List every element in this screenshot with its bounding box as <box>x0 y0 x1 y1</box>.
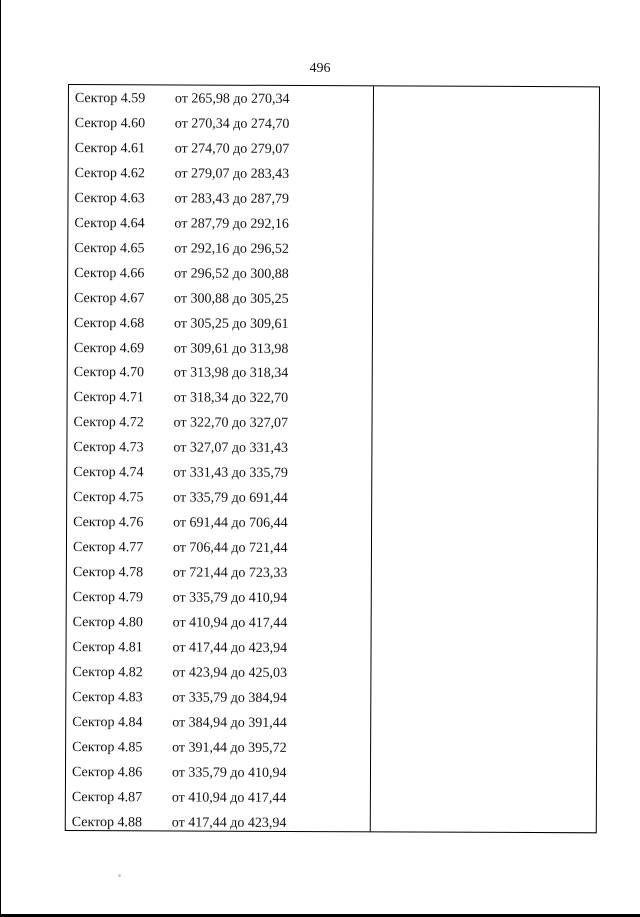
sector-label: Сектор 4.74 <box>73 465 144 481</box>
column-divider <box>370 86 374 831</box>
table-row <box>67 613 367 634</box>
sector-range: от 287,79 до 292,16 <box>174 216 289 232</box>
sector-label: Сектор 4.59 <box>74 91 146 107</box>
table-row <box>67 538 367 559</box>
sector-range: от 410,94 до 417,44 <box>171 790 287 806</box>
sector-label: Сектор 4.88 <box>71 814 143 830</box>
sector-range: от 417,44 до 423,94 <box>171 815 287 831</box>
sector-label: Сектор 4.63 <box>74 190 145 207</box>
sector-range: от 300,88 до 305,25 <box>174 291 289 307</box>
sector-table <box>65 84 600 833</box>
table-row <box>68 189 368 210</box>
table-row <box>66 813 366 834</box>
sector-range: от 335,79 до 384,94 <box>172 690 287 706</box>
sector-range: от 296,52 до 300,88 <box>174 266 289 282</box>
table-row <box>67 413 367 434</box>
table-row <box>67 488 367 509</box>
table-row <box>67 588 367 609</box>
sector-label: Сектор 4.73 <box>73 440 144 456</box>
table-row <box>69 164 369 185</box>
sector-range: от 721,44 до 723,33 <box>172 565 288 582</box>
sector-range: от 309,61 до 313,98 <box>173 340 289 357</box>
sector-range: от 417,44 до 423,94 <box>172 640 288 656</box>
sector-label: Сектор 4.87 <box>71 789 143 805</box>
page-number: 496 <box>309 61 331 76</box>
sector-range: от 335,79 до 410,94 <box>172 590 288 606</box>
sector-range: от 327,07 до 331,43 <box>173 440 289 457</box>
sector-label: Сектор 4.79 <box>72 590 144 606</box>
table-row <box>67 563 367 584</box>
table-row <box>68 264 368 285</box>
sector-label: Сектор 4.71 <box>73 390 144 406</box>
table-row <box>66 713 366 734</box>
table-row <box>66 738 366 759</box>
sector-label: Сектор 4.70 <box>73 365 145 381</box>
sector-label: Сектор 4.85 <box>72 739 143 756</box>
sector-range: от 335,79 до 691,44 <box>173 490 288 507</box>
table-row <box>66 663 366 684</box>
sector-label: Сектор 4.69 <box>73 340 145 356</box>
sector-range: от 270,34 до 274,70 <box>174 116 290 132</box>
sector-label: Сектор 4.80 <box>72 614 143 631</box>
sector-label: Сектор 4.83 <box>72 689 143 706</box>
sector-range: от 331,43 до 335,79 <box>173 465 288 482</box>
sector-range: от 691,44 до 706,44 <box>173 515 288 532</box>
table-row <box>69 89 369 110</box>
sector-range: от 322,70 до 327,07 <box>173 415 289 432</box>
sector-label: Сектор 4.72 <box>73 415 144 431</box>
table-row <box>66 688 366 709</box>
sector-label: Сектор 4.62 <box>74 165 145 182</box>
table-row <box>68 214 368 235</box>
sector-label: Сектор 4.68 <box>73 315 145 331</box>
sector-range: от 274,70 до 279,07 <box>174 141 290 157</box>
sector-label: Сектор 4.65 <box>74 240 145 257</box>
sector-range: от 706,44 до 721,44 <box>172 540 288 557</box>
table-row <box>68 289 368 310</box>
sector-label: Сектор 4.75 <box>73 490 144 506</box>
sector-label: Сектор 4.66 <box>74 265 145 281</box>
sector-label: Сектор 4.76 <box>73 515 144 531</box>
sector-label: Сектор 4.64 <box>74 215 145 232</box>
scan-speck <box>118 874 121 877</box>
sector-label: Сектор 4.77 <box>72 540 144 556</box>
sector-range: от 318,34 до 322,70 <box>173 390 289 407</box>
table-row <box>69 114 369 135</box>
sector-label: Сектор 4.60 <box>74 115 146 132</box>
sector-range: от 335,79 до 410,94 <box>171 765 287 781</box>
table-row <box>68 388 368 409</box>
sector-range: от 283,43 до 287,79 <box>174 191 290 207</box>
table-row <box>67 463 367 484</box>
sector-label: Сектор 4.61 <box>74 140 146 157</box>
sector-range: от 265,98 до 270,34 <box>174 91 290 107</box>
sector-label: Сектор 4.81 <box>72 639 143 656</box>
sector-range: от 305,25 до 309,61 <box>173 316 289 332</box>
table-row <box>68 314 368 335</box>
sector-range: от 384,94 до 391,44 <box>172 715 287 731</box>
sector-rows <box>69 85 599 831</box>
sector-label: Сектор 4.78 <box>72 565 144 581</box>
table-row <box>69 139 369 160</box>
table-row <box>67 513 367 534</box>
sector-range: от 423,94 до 425,03 <box>172 665 288 681</box>
table-row <box>67 438 367 459</box>
sector-label: Сектор 4.82 <box>72 664 143 681</box>
table-row <box>68 363 368 384</box>
table-row <box>68 339 368 360</box>
table-row <box>66 788 366 809</box>
page-edge-left <box>0 0 1 917</box>
table-row <box>68 239 368 260</box>
sector-range: от 391,44 до 395,72 <box>172 740 287 756</box>
sector-label: Сектор 4.86 <box>71 764 143 780</box>
sector-range: от 410,94 до 417,44 <box>172 615 288 631</box>
sector-label: Сектор 4.67 <box>74 290 145 306</box>
sector-range: от 313,98 до 318,34 <box>173 365 289 382</box>
table-row <box>66 763 366 784</box>
sector-range: от 279,07 до 283,43 <box>174 166 290 182</box>
sector-label: Сектор 4.84 <box>72 714 143 731</box>
table-row <box>66 638 366 659</box>
sector-range: от 292,16 до 296,52 <box>174 241 289 257</box>
